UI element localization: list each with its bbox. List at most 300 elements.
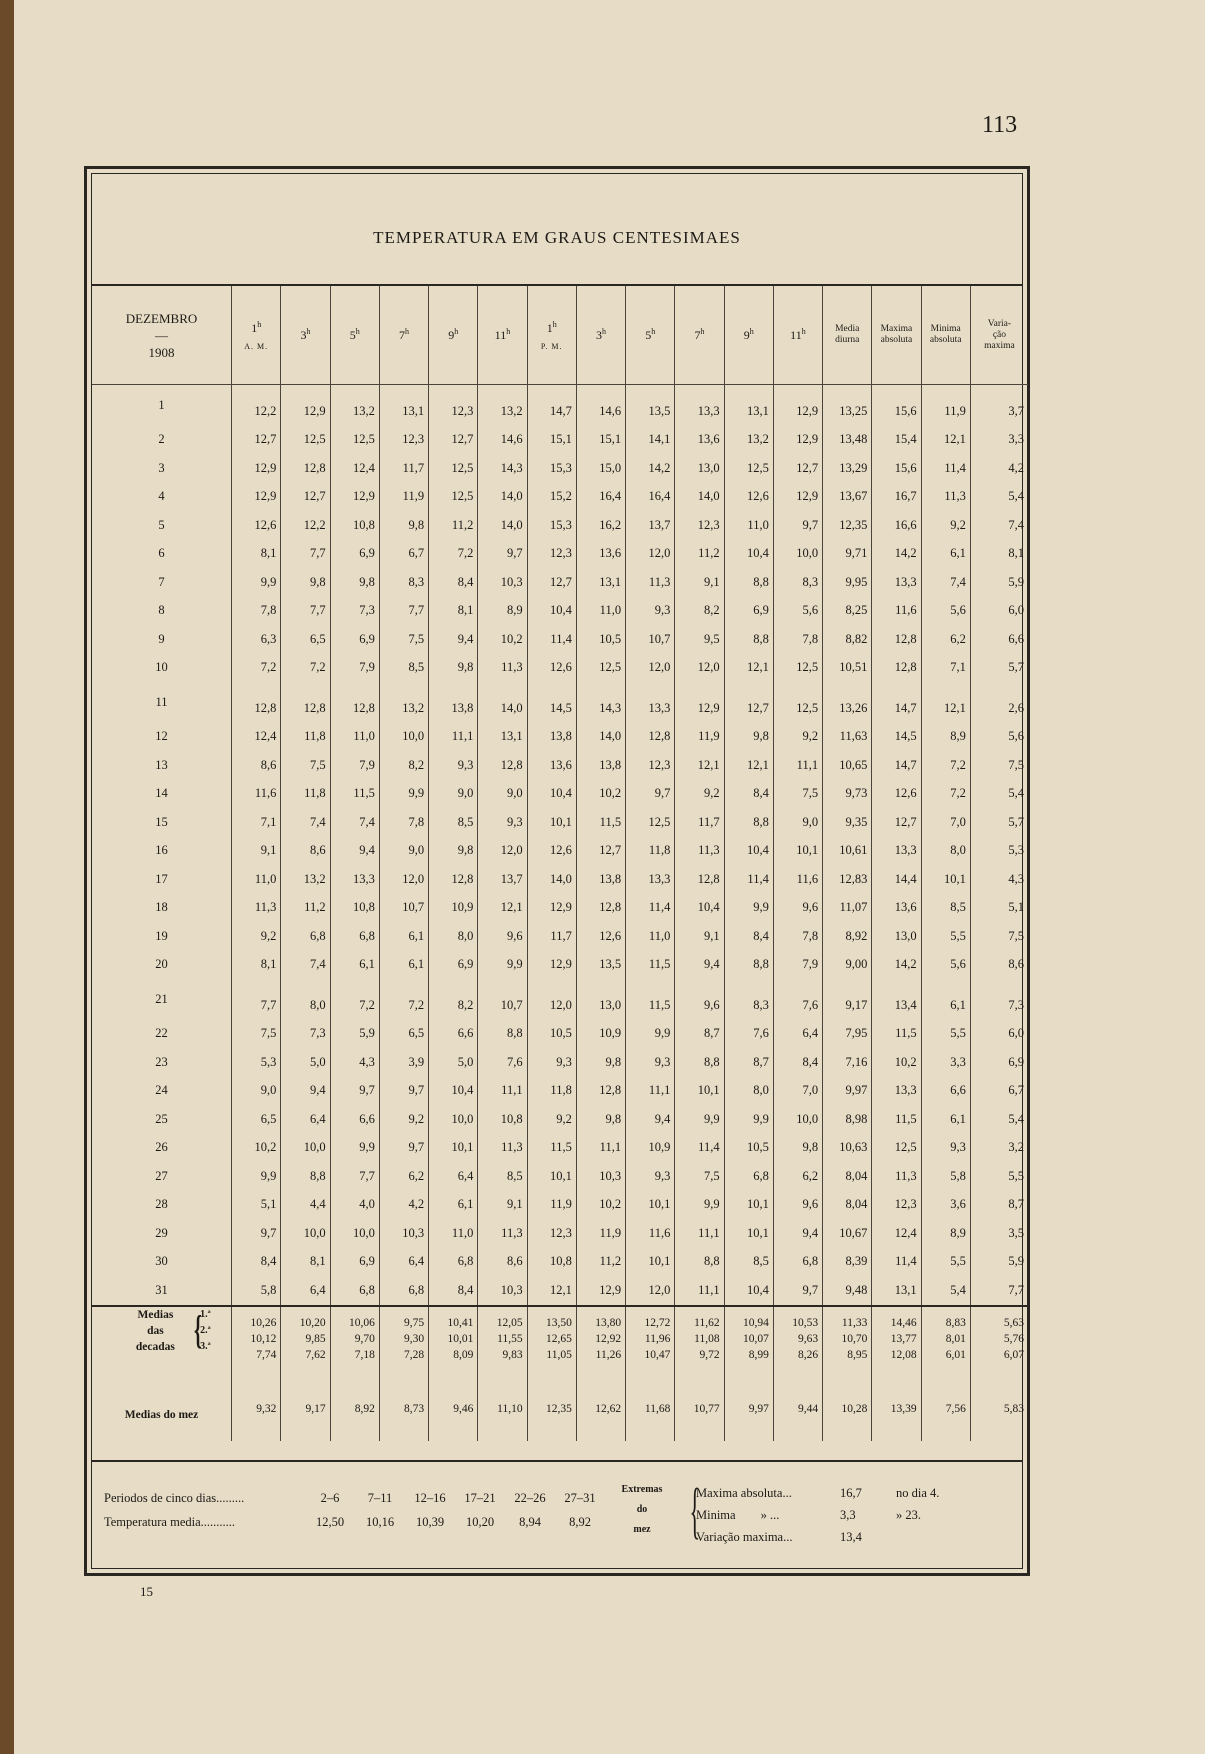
hour-label: 5 [645,328,652,342]
value-cell: 13,8 [429,682,478,723]
value-cell: 12,0 [478,837,527,866]
value-cell: 10,1 [527,1162,576,1191]
value-cell: 12,1 [675,751,724,780]
value-cell: 13,2 [379,682,428,723]
value-cell: 7,2 [281,654,330,683]
day-cell: 12 [155,729,168,744]
value-cell: 14,0 [527,865,576,894]
value-cell: 7,1 [921,654,970,683]
decade-cell [675,1306,724,1389]
value-cell: 4,0 [330,1191,379,1220]
value-cell: 8,4 [429,1276,478,1306]
value-cell: 12,3 [379,426,428,455]
decade-value: 10,07 [742,1332,769,1345]
decade-value: 10,47 [644,1348,671,1361]
value-cell: 12,6 [872,780,921,809]
value-cell: 5,6 [921,597,970,626]
header-line: Varia- [987,318,1012,329]
value-cell: 7,7 [232,979,281,1020]
table-row [92,723,1028,752]
value-cell: 11,07 [823,894,872,923]
value-cell: 8,6 [281,837,330,866]
value-cell: 5,9 [330,1020,379,1049]
table-row [92,780,1028,809]
value-cell: 10,1 [773,837,822,866]
day-cell: 19 [155,928,168,943]
value-cell: 12,9 [281,385,330,426]
value-cell: 12,8 [281,682,330,723]
value-cell: 13,2 [724,426,773,455]
value-cell: 5,7 [970,654,1028,683]
value-cell: 14,5 [872,723,921,752]
value-cell: 6,7 [379,540,428,569]
hour-header [724,286,773,385]
value-cell: 12,5 [576,654,625,683]
value-cell: 9,0 [429,780,478,809]
decade-value: 7,74 [256,1348,277,1361]
value-cell: 6,4 [281,1276,330,1306]
value-cell: 13,67 [823,483,872,512]
value-cell: 10,3 [478,568,527,597]
value-cell: 12,8 [626,723,675,752]
value-cell: 13,2 [330,385,379,426]
value-cell: 6,9 [330,1248,379,1277]
table-row [92,454,1028,483]
value-cell: 8,2 [429,979,478,1020]
value-cell: 6,8 [724,1162,773,1191]
value-cell: 12,5 [724,454,773,483]
value-cell: 11,2 [675,540,724,569]
value-cell: 11,9 [379,483,428,512]
value-cell: 7,8 [379,808,428,837]
value-cell: 9,4 [330,837,379,866]
value-cell: 8,4 [429,568,478,597]
value-cell: 9,73 [823,780,872,809]
day-rows [92,385,1028,1306]
value-cell: 6,2 [921,625,970,654]
value-cell: 10,4 [675,894,724,923]
value-cell: 11,1 [576,1134,625,1163]
decade-value: 11,55 [497,1332,523,1345]
value-cell: 13,3 [626,865,675,894]
hour-suffix: h [404,327,409,336]
value-cell: 15,3 [527,454,576,483]
value-cell: 11,8 [527,1077,576,1106]
decade-value: 8,26 [797,1348,819,1361]
value-cell: 8,98 [823,1105,872,1134]
value-cell: 10,2 [576,1191,625,1220]
value-cell: 11,3 [675,837,724,866]
value-cell: 9,0 [478,780,527,809]
value-cell: 10,0 [281,1219,330,1248]
value-cell: 11,3 [478,654,527,683]
value-cell: 5,8 [232,1276,281,1306]
value-cell: 9,9 [724,894,773,923]
value-cell: 5,5 [921,1248,970,1277]
media-diurna-header [823,286,872,385]
value-cell: 10,1 [429,1134,478,1163]
decade-value: 8,95 [847,1348,868,1361]
value-cell: 9,5 [675,625,724,654]
value-cell: 11,8 [626,837,675,866]
value-cell: 6,1 [921,540,970,569]
value-cell: 8,8 [281,1162,330,1191]
extremas-list [696,1482,996,1548]
value-cell: 11,0 [724,511,773,540]
value-cell: 10,63 [823,1134,872,1163]
table-row [92,1219,1028,1248]
value-cell: 14,0 [478,682,527,723]
value-cell: 8,8 [724,625,773,654]
value-cell: 9,8 [576,1105,625,1134]
value-cell: 8,6 [478,1248,527,1277]
value-cell: 5,0 [429,1048,478,1077]
value-cell: 5,7 [970,808,1028,837]
value-cell: 7,5 [970,751,1028,780]
value-cell: 12,7 [429,426,478,455]
value-cell: 9,2 [527,1105,576,1134]
value-cell: 10,9 [429,894,478,923]
decade-value: 10,41 [447,1316,474,1329]
table-row [92,894,1028,923]
value-cell: 9,2 [921,511,970,540]
value-cell: 6,5 [281,625,330,654]
table-row [92,1077,1028,1106]
value-cell: 12,0 [527,979,576,1020]
value-cell: 12,9 [773,385,822,426]
value-cell: 12,8 [675,865,724,894]
value-cell: 9,4 [675,951,724,980]
value-cell: 6,6 [921,1077,970,1106]
value-cell: 12,0 [675,654,724,683]
value-cell: 8,8 [724,951,773,980]
value-cell: 6,8 [429,1248,478,1277]
value-cell: 6,5 [232,1105,281,1134]
value-cell: 8,9 [478,597,527,626]
decade-cell [330,1306,379,1389]
value-cell: 11,3 [478,1219,527,1248]
decade-value: 11,33 [841,1316,868,1329]
value-cell: 13,8 [576,751,625,780]
value-cell: 9,7 [478,540,527,569]
value-cell: 9,8 [429,654,478,683]
value-cell: 6,6 [970,625,1028,654]
value-cell: 8,8 [724,808,773,837]
value-cell: 7,0 [921,808,970,837]
day-cell: 6 [158,546,165,561]
value-cell: 12,5 [429,454,478,483]
month-mean-cell: 9,97 [724,1389,773,1441]
decade-value: 10,53 [792,1316,819,1329]
value-cell: 7,8 [773,922,822,951]
day-cell: 7 [158,574,165,589]
value-cell: 5,5 [921,1020,970,1049]
value-cell: 5,6 [921,951,970,980]
value-cell: 8,8 [675,1248,724,1277]
month-mean-cell: 8,92 [330,1389,379,1441]
value-cell: 6,9 [330,540,379,569]
value-cell: 12,8 [281,454,330,483]
value-cell: 10,8 [330,511,379,540]
value-cell: 6,0 [970,1020,1028,1049]
value-cell: 3,2 [970,1134,1028,1163]
hour-header [675,286,724,385]
value-cell: 13,8 [527,723,576,752]
value-cell: 10,9 [626,1134,675,1163]
value-cell: 8,8 [724,568,773,597]
period-value: 22–26 [514,1491,546,1505]
value-cell: 8,9 [921,1219,970,1248]
month-dash: — [155,327,169,343]
value-cell: 12,83 [823,865,872,894]
value-cell: 12,0 [626,1276,675,1306]
decade-value: 11,26 [595,1348,622,1361]
value-cell: 15,6 [872,385,921,426]
value-cell: 16,7 [872,483,921,512]
value-cell: 3,3 [921,1048,970,1077]
table-row [92,682,1028,723]
value-cell: 13,4 [872,979,921,1020]
day-cell: 10 [155,660,168,675]
value-cell: 9,0 [232,1077,281,1106]
value-cell: 12,9 [773,483,822,512]
value-cell: 11,1 [429,723,478,752]
value-cell: 15,1 [527,426,576,455]
value-cell: 12,5 [330,426,379,455]
value-cell: 12,3 [527,1219,576,1248]
table-row [92,385,1028,426]
value-cell: 8,7 [970,1191,1028,1220]
value-cell: 10,0 [330,1219,379,1248]
value-cell: 11,1 [675,1276,724,1306]
value-cell: 11,2 [429,511,478,540]
value-cell: 8,3 [773,568,822,597]
periods-label: Periodos de cinco dias......... [104,1491,245,1505]
maxima-label: Maxima absoluta [696,1486,783,1500]
value-cell: 8,3 [724,979,773,1020]
value-cell: 10,8 [527,1248,576,1277]
value-cell: 11,0 [232,865,281,894]
value-cell: 6,9 [970,1048,1028,1077]
temperatura-media-label-text: Temperatura media [104,1515,201,1529]
value-cell: 12,1 [724,654,773,683]
day-cell: 22 [155,1026,168,1041]
value-cell: 9,9 [478,951,527,980]
value-cell: 3,3 [970,426,1028,455]
value-cell: 10,0 [429,1105,478,1134]
value-cell: 12,9 [675,682,724,723]
decade-value: 10,01 [447,1332,474,1345]
value-cell: 12,5 [626,808,675,837]
value-cell: 7,7 [281,597,330,626]
value-cell: 8,0 [724,1077,773,1106]
value-cell: 5,4 [970,780,1028,809]
table-row [92,568,1028,597]
value-cell: 10,9 [576,1020,625,1049]
value-cell: 10,3 [478,1276,527,1306]
table-row [92,654,1028,683]
value-cell: 9,6 [773,1191,822,1220]
hour-header [232,286,281,385]
value-cell: 12,6 [527,837,576,866]
value-cell: 8,5 [921,894,970,923]
table-row [92,922,1028,951]
value-cell: 6,2 [379,1162,428,1191]
value-cell: 6,4 [281,1105,330,1134]
value-cell: 11,63 [823,723,872,752]
decade-cell [232,1306,281,1389]
value-cell: 14,7 [872,751,921,780]
period-value: 17–21 [464,1491,496,1505]
value-cell: 8,25 [823,597,872,626]
value-cell: 13,3 [330,865,379,894]
value-cell: 14,1 [626,426,675,455]
table-frame [84,166,1030,1576]
decade-cell [478,1306,527,1389]
value-cell: 8,5 [379,654,428,683]
value-cell: 11,3 [478,1134,527,1163]
value-cell: 14,6 [576,385,625,426]
value-cell: 5,9 [970,1248,1028,1277]
table-row [92,426,1028,455]
value-cell: 13,1 [724,385,773,426]
value-cell: 11,6 [872,597,921,626]
hour-label: 3 [595,328,602,342]
header-line: ção [992,329,1006,340]
value-cell: 10,4 [724,837,773,866]
value-cell: 13,7 [626,511,675,540]
value-cell: 10,4 [724,1276,773,1306]
hour-suffix: h [700,327,705,336]
value-cell: 5,4 [970,483,1028,512]
value-cell: 8,8 [675,1048,724,1077]
decade-value: 9,30 [403,1332,425,1345]
extremas-label-line: mez [633,1524,651,1535]
year-label: 1908 [148,344,175,360]
value-cell: 11,9 [921,385,970,426]
decade-means-row [92,1306,1028,1389]
day-cell: 17 [155,871,168,886]
decade-brace: { [194,1306,203,1352]
value-cell: 9,9 [724,1105,773,1134]
value-cell: 11,3 [921,483,970,512]
value-cell: 7,5 [773,780,822,809]
temperatura-media-label: Temperatura media........... [104,1515,236,1529]
decade-value: 9,83 [502,1348,523,1361]
table-row [92,625,1028,654]
month-mean-cell: 9,32 [232,1389,281,1441]
value-cell: 14,3 [576,682,625,723]
value-cell: 8,0 [921,837,970,866]
decade-value: 10,06 [348,1316,375,1329]
value-cell: 13,1 [872,1276,921,1306]
decade-value: 7,18 [354,1348,375,1361]
value-cell: 13,5 [576,951,625,980]
value-cell: 11,5 [872,1105,921,1134]
decade-value: 8,83 [945,1316,966,1329]
value-cell: 11,5 [330,780,379,809]
period-value: 7–11 [367,1491,393,1505]
table-row [92,837,1028,866]
maxima-value: 16,7 [840,1486,862,1500]
hour-suffix: h [257,319,262,329]
value-cell: 9,8 [379,511,428,540]
decade-cell [626,1306,675,1389]
hour-label: 1 [546,320,553,335]
value-cell: 12,1 [921,682,970,723]
value-cell: 14,0 [478,483,527,512]
day-cell: 14 [155,786,168,801]
value-cell: 9,6 [773,894,822,923]
value-cell: 11,3 [626,568,675,597]
value-cell: 12,7 [281,483,330,512]
value-cell: 12,7 [872,808,921,837]
value-cell: 6,1 [429,1191,478,1220]
value-cell: 11,5 [626,951,675,980]
extremas-label-line: Extremas [621,1484,663,1495]
day-cell: 31 [155,1282,168,1297]
value-cell: 9,7 [379,1134,428,1163]
value-cell: 6,4 [773,1020,822,1049]
value-cell: 12,1 [527,1276,576,1306]
value-cell: 7,2 [379,979,428,1020]
value-cell: 6,8 [330,922,379,951]
hour-header [330,286,379,385]
value-cell: 9,4 [281,1077,330,1106]
value-cell: 9,97 [823,1077,872,1106]
value-cell: 6,1 [379,922,428,951]
value-cell: 15,0 [576,454,625,483]
value-cell: 12,6 [527,654,576,683]
value-cell: 9,6 [675,979,724,1020]
value-cell: 12,4 [330,454,379,483]
page-number: 113 [982,112,1018,138]
value-cell: 7,4 [330,808,379,837]
value-cell: 5,3 [970,837,1028,866]
decade-cell [527,1306,576,1389]
value-cell: 7,95 [823,1020,872,1049]
value-cell: 9,1 [675,568,724,597]
value-cell: 12,4 [232,723,281,752]
value-cell: 12,9 [527,894,576,923]
value-cell: 8,8 [478,1020,527,1049]
value-cell: 9,9 [626,1020,675,1049]
value-cell: 12,8 [872,654,921,683]
value-cell: 9,95 [823,568,872,597]
value-cell: 13,1 [576,568,625,597]
header-line: absoluta [880,335,913,345]
value-cell: 14,7 [872,682,921,723]
decade-value: 11,08 [694,1332,720,1345]
table-row [92,808,1028,837]
value-cell: 12,7 [576,837,625,866]
value-cell: 12,7 [232,426,281,455]
value-cell: 2,6 [970,682,1028,723]
value-cell: 4,2 [970,454,1028,483]
value-cell: 12,9 [330,483,379,512]
value-cell: 11,4 [626,894,675,923]
value-cell: 9,7 [232,1219,281,1248]
value-cell: 3,5 [970,1219,1028,1248]
header-line: Media [835,324,860,334]
value-cell: 10,0 [773,540,822,569]
value-cell: 3,9 [379,1048,428,1077]
value-cell: 9,3 [478,808,527,837]
value-cell: 10,2 [576,780,625,809]
value-cell: 10,4 [527,597,576,626]
decade-cell [823,1306,872,1389]
day-cell: 23 [155,1054,168,1069]
